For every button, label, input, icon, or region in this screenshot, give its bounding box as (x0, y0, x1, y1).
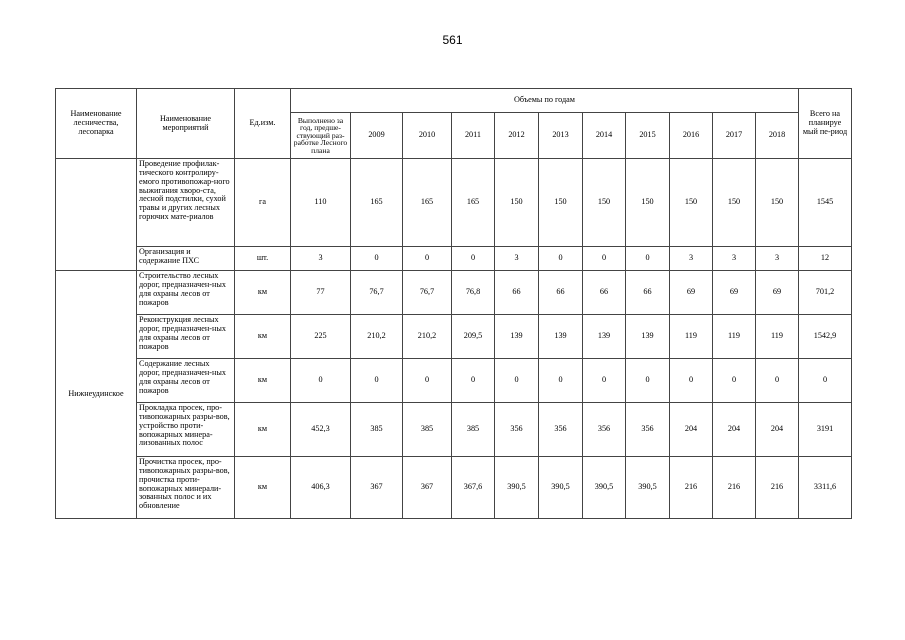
year-value-cell: 0 (713, 359, 756, 403)
header-year-2015: 2015 (626, 113, 670, 159)
year-value-cell: 0 (756, 359, 799, 403)
year-value-cell: 66 (495, 271, 539, 315)
unit-cell: км (235, 457, 291, 519)
year-value-cell: 0 (403, 247, 452, 271)
year-value-cell: 204 (670, 403, 713, 457)
unit-cell: км (235, 271, 291, 315)
unit-cell: км (235, 315, 291, 359)
unit-cell: шт. (235, 247, 291, 271)
year-value-cell: 150 (583, 159, 626, 247)
year-value-cell: 3 (495, 247, 539, 271)
year-value-cell: 150 (626, 159, 670, 247)
forestry-name-cell: Нижнеудинское (56, 271, 137, 519)
year-value-cell: 0 (539, 359, 583, 403)
unit-cell: км (235, 403, 291, 457)
header-year-2013: 2013 (539, 113, 583, 159)
total-cell: 3311,6 (799, 457, 852, 519)
year-value-cell: 165 (452, 159, 495, 247)
prev-year-cell: 406,3 (291, 457, 351, 519)
table-body (56, 159, 852, 519)
prev-year-cell: 3 (291, 247, 351, 271)
year-value-cell: 3 (670, 247, 713, 271)
table-row (56, 403, 852, 457)
year-value-cell: 66 (539, 271, 583, 315)
year-value-cell: 0 (626, 359, 670, 403)
table-row (56, 271, 852, 315)
year-value-cell: 385 (351, 403, 403, 457)
header-unit: Ед.изм. (235, 89, 291, 159)
year-value-cell: 0 (583, 247, 626, 271)
year-value-cell: 69 (670, 271, 713, 315)
year-value-cell: 0 (351, 359, 403, 403)
year-value-cell: 69 (756, 271, 799, 315)
table-row (56, 359, 852, 403)
header-year-2018: 2018 (756, 113, 799, 159)
year-value-cell: 367,6 (452, 457, 495, 519)
total-cell: 12 (799, 247, 852, 271)
year-value-cell: 119 (756, 315, 799, 359)
year-value-cell: 0 (403, 359, 452, 403)
year-value-cell: 385 (452, 403, 495, 457)
header-year-2011: 2011 (452, 113, 495, 159)
total-cell: 1542,9 (799, 315, 852, 359)
table-row (56, 315, 852, 359)
year-value-cell: 210,2 (351, 315, 403, 359)
year-value-cell: 76,8 (452, 271, 495, 315)
year-value-cell: 210,2 (403, 315, 452, 359)
year-value-cell: 76,7 (351, 271, 403, 315)
year-value-cell: 390,5 (583, 457, 626, 519)
header-volumes-by-year: Объемы по годам (291, 89, 799, 113)
year-value-cell: 150 (713, 159, 756, 247)
year-value-cell: 150 (756, 159, 799, 247)
year-value-cell: 356 (583, 403, 626, 457)
header-prev-year: Выполнено за год, предше-ствующий раз-работке Лесного плана (291, 113, 351, 159)
year-value-cell: 356 (495, 403, 539, 457)
year-value-cell: 0 (670, 359, 713, 403)
unit-cell: км (235, 359, 291, 403)
year-value-cell: 356 (626, 403, 670, 457)
year-value-cell: 390,5 (495, 457, 539, 519)
table-row (56, 457, 852, 519)
year-value-cell: 119 (713, 315, 756, 359)
year-value-cell: 165 (403, 159, 452, 247)
year-value-cell: 216 (713, 457, 756, 519)
activity-cell: Прочистка просек, про-тивопожарных разры-вов, прочистка проти-вопожарных минерали-зованных полос и их обновление (137, 457, 235, 519)
year-value-cell: 0 (626, 247, 670, 271)
header-forestry: Наименование лесничества, лесопарка (56, 89, 137, 159)
year-value-cell: 385 (403, 403, 452, 457)
year-value-cell: 119 (670, 315, 713, 359)
header-year-2010: 2010 (403, 113, 452, 159)
year-value-cell: 69 (713, 271, 756, 315)
table-row (56, 159, 852, 247)
total-cell: 3191 (799, 403, 852, 457)
year-value-cell: 139 (495, 315, 539, 359)
year-value-cell: 367 (403, 457, 452, 519)
header-total: Всего на планируе мый пе-риод (799, 89, 852, 159)
year-value-cell: 139 (583, 315, 626, 359)
header-year-2017: 2017 (713, 113, 756, 159)
year-value-cell: 216 (756, 457, 799, 519)
activity-cell: Проведение профилак-тического контролиру-емого противопожар-ного выжигания хворо-ста, лесной подстилки, сухой травы и других лесных горючих мате-риалов (137, 159, 235, 247)
year-value-cell: 3 (756, 247, 799, 271)
header-year-2012: 2012 (495, 113, 539, 159)
year-value-cell: 204 (713, 403, 756, 457)
prev-year-cell: 77 (291, 271, 351, 315)
header-year-2014: 2014 (583, 113, 626, 159)
activity-cell: Организация и содержание ПХС (137, 247, 235, 271)
total-cell: 0 (799, 359, 852, 403)
year-value-cell: 139 (539, 315, 583, 359)
year-value-cell: 150 (670, 159, 713, 247)
total-cell: 701,2 (799, 271, 852, 315)
prev-year-cell: 452,3 (291, 403, 351, 457)
year-value-cell: 76,7 (403, 271, 452, 315)
total-cell: 1545 (799, 159, 852, 247)
header-year-2016: 2016 (670, 113, 713, 159)
year-value-cell: 216 (670, 457, 713, 519)
table-header (56, 89, 852, 159)
activity-cell: Прокладка просек, про-тивопожарных разры-вов, устройство проти-вопожарных минера-лизованных полос (137, 403, 235, 457)
year-value-cell: 204 (756, 403, 799, 457)
year-value-cell: 150 (495, 159, 539, 247)
header-activity: Наименование мероприятий (137, 89, 235, 159)
year-value-cell: 0 (452, 247, 495, 271)
activity-cell: Строительство лесных дорог, предназначен-ных для охраны лесов от пожаров (137, 271, 235, 315)
unit-cell: га (235, 159, 291, 247)
year-value-cell: 0 (583, 359, 626, 403)
year-value-cell: 390,5 (539, 457, 583, 519)
year-value-cell: 3 (713, 247, 756, 271)
year-value-cell: 209,5 (452, 315, 495, 359)
year-value-cell: 367 (351, 457, 403, 519)
forestry-name-cell (56, 159, 137, 271)
year-value-cell: 356 (539, 403, 583, 457)
forest-fire-measures-table (55, 88, 852, 519)
prev-year-cell: 0 (291, 359, 351, 403)
year-value-cell: 66 (626, 271, 670, 315)
activity-cell: Содержание лесных дорог, предназначен-ных для охраны лесов от пожаров (137, 359, 235, 403)
header-year-2009: 2009 (351, 113, 403, 159)
year-value-cell: 139 (626, 315, 670, 359)
prev-year-cell: 225 (291, 315, 351, 359)
year-value-cell: 165 (351, 159, 403, 247)
year-value-cell: 150 (539, 159, 583, 247)
year-value-cell: 66 (583, 271, 626, 315)
page-number: 561 (442, 33, 463, 47)
year-value-cell: 390,5 (626, 457, 670, 519)
prev-year-cell: 110 (291, 159, 351, 247)
year-value-cell: 0 (539, 247, 583, 271)
table-row (56, 247, 852, 271)
year-value-cell: 0 (495, 359, 539, 403)
activity-cell: Реконструкция лесных дорог, предназначен-ных для охраны лесов от пожаров (137, 315, 235, 359)
year-value-cell: 0 (452, 359, 495, 403)
year-value-cell: 0 (351, 247, 403, 271)
